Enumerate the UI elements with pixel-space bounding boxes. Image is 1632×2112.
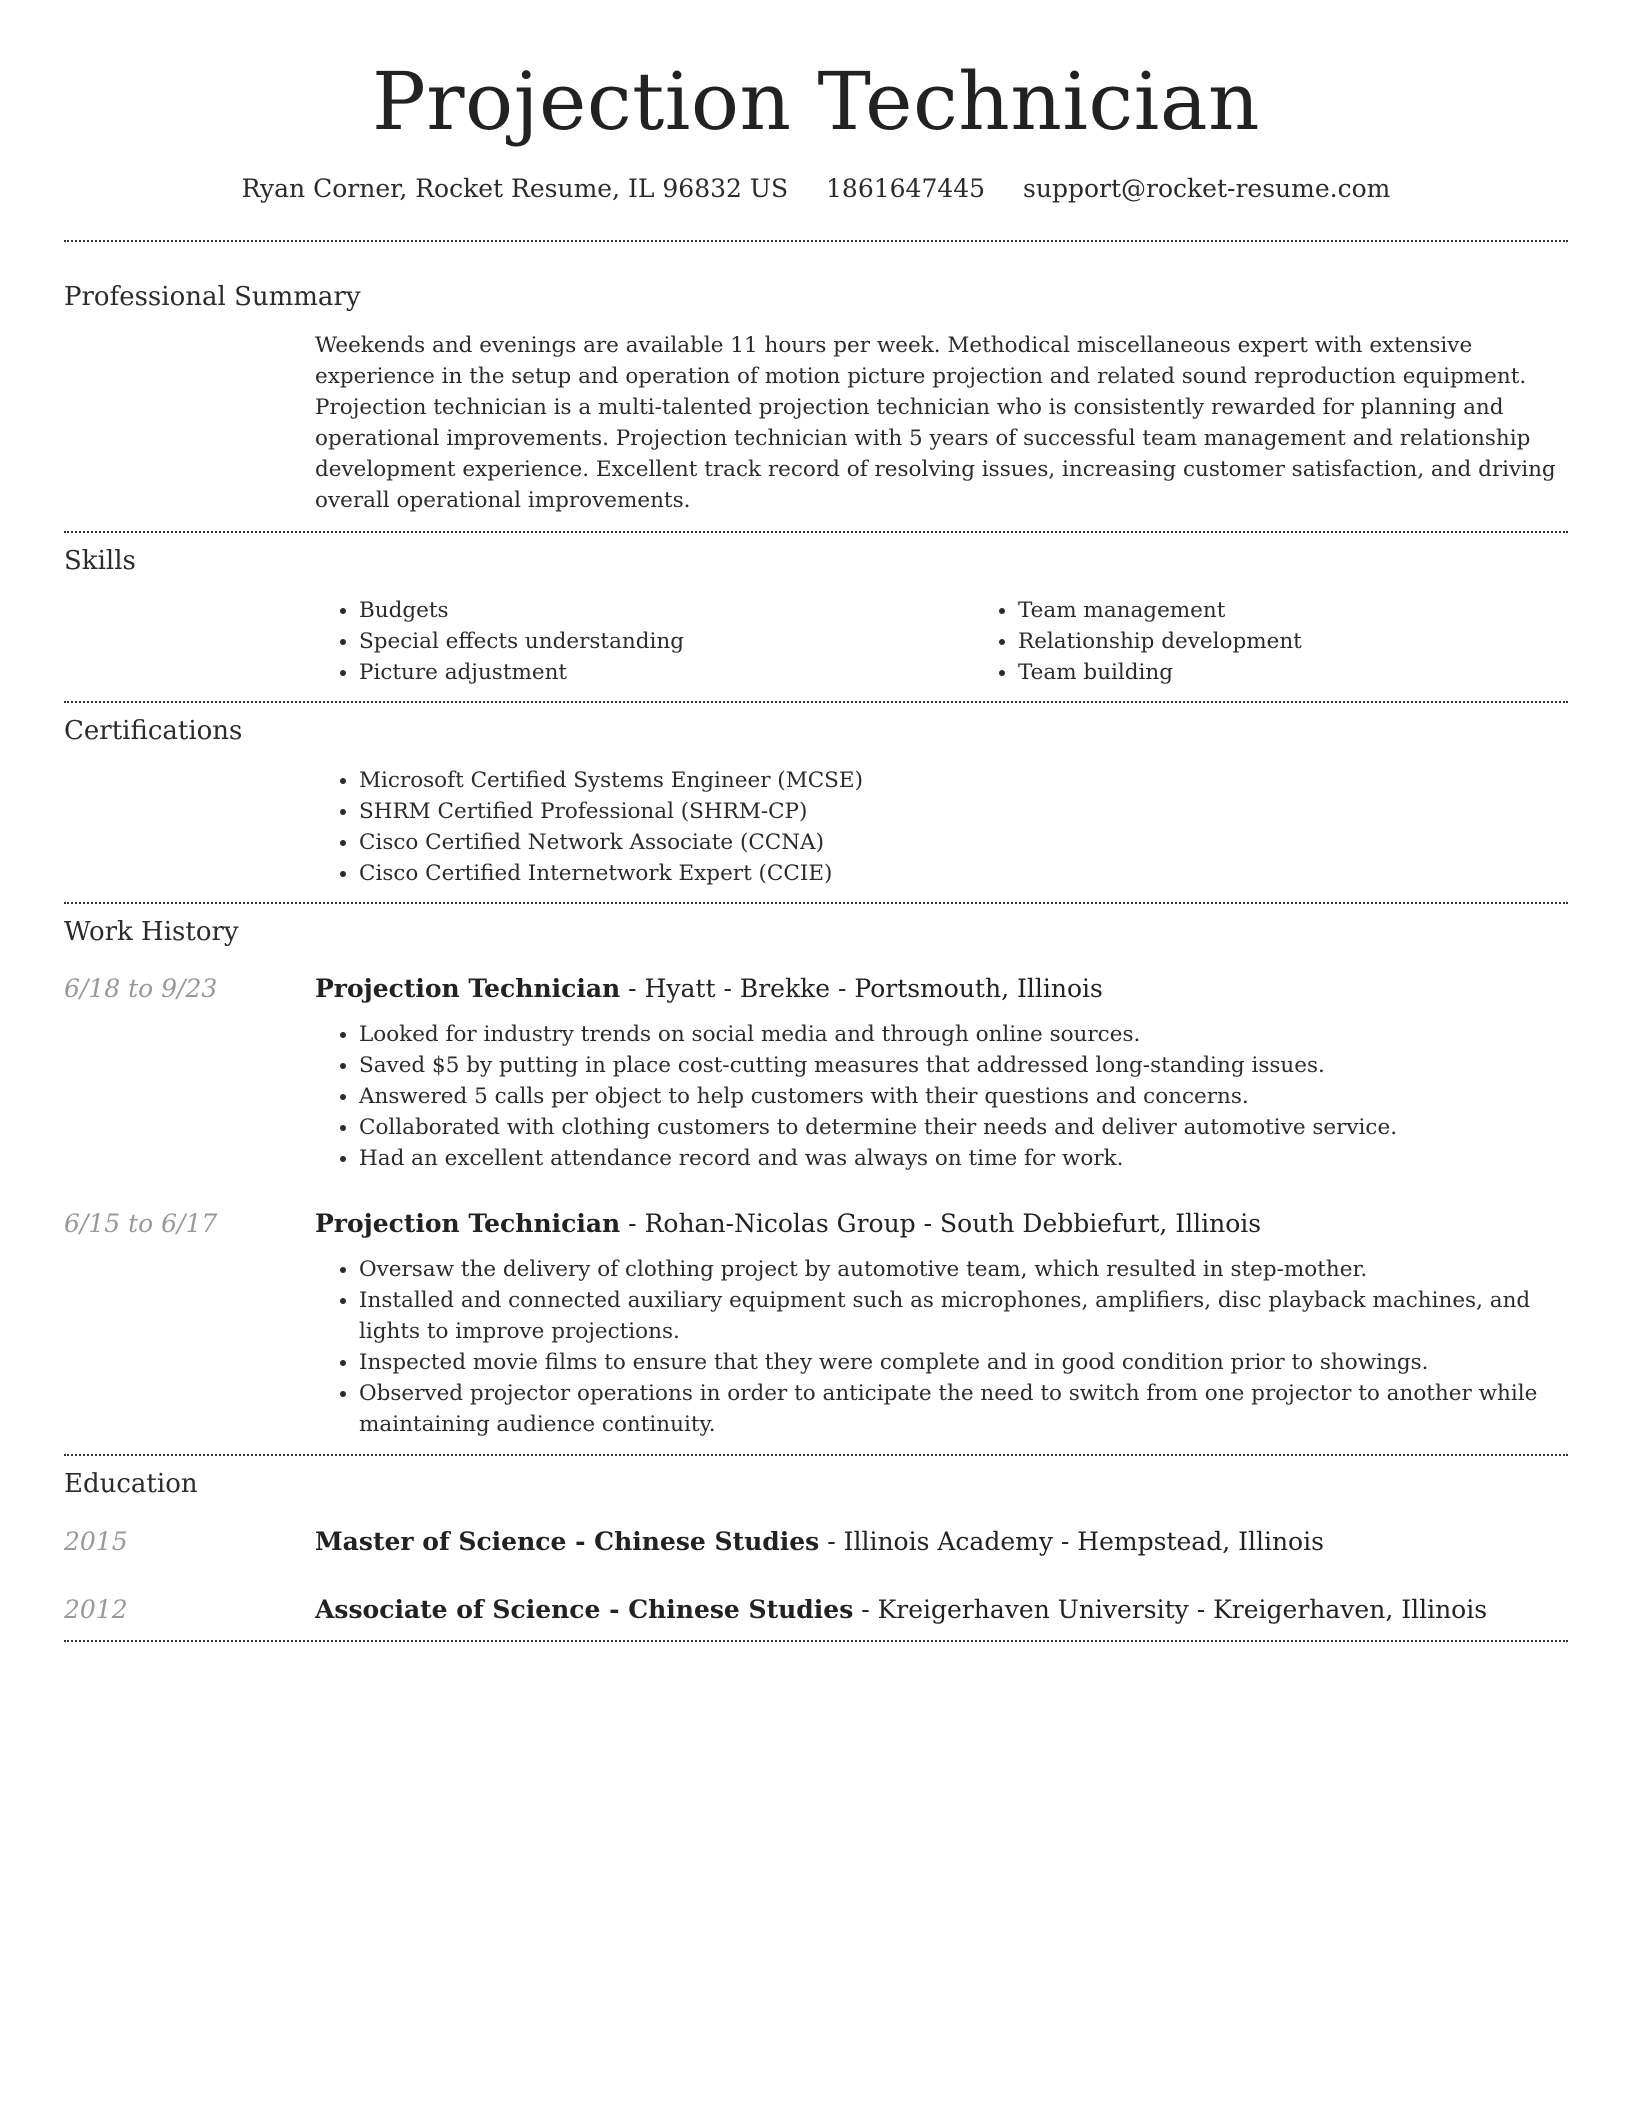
job-details: - Rohan-Nicolas Group - South Debbiefurt, Illinois: [620, 1209, 1262, 1238]
skill-item: • Team management: [1018, 595, 1632, 626]
job-details: - Hyatt - Brekke - Portsmouth, Illinois: [620, 974, 1103, 1003]
certifications-list: [315, 765, 1568, 889]
job-role: Projection Technician: [315, 974, 621, 1003]
summary-section: [64, 242, 1568, 531]
job-heading: [315, 972, 1568, 1006]
job-bullet: • Had an excellent attendance record and was always on time for work.: [359, 1143, 1568, 1174]
education-heading: [315, 1593, 1568, 1627]
job-bullet: • Looked for industry trends on social media and through online sources.: [359, 1019, 1568, 1050]
certifications-section: [64, 703, 1568, 902]
summary-title: Professional Summary: [64, 282, 361, 312]
job-heading: [315, 1207, 1568, 1241]
contact-email[interactable]: support@rocket-resume.com: [1023, 174, 1391, 203]
job-left-spacer: [64, 1254, 315, 1440]
skills-list-right: [974, 595, 1632, 688]
work-history-section: [64, 904, 1568, 1454]
job-bullet: • Installed and connected auxiliary equipment such as microphones, amplifiers, disc playback machines, and lights to improve projections.: [359, 1285, 1568, 1347]
contact-line: [64, 172, 1568, 206]
job-bullet: • Inspected movie films to ensure that they were complete and in good condition prior to showings.: [359, 1347, 1568, 1378]
education-year: 2012: [64, 1595, 128, 1624]
certification-item: • Cisco Certified Network Associate (CCNA): [359, 827, 1568, 858]
skills-section: [64, 533, 1568, 701]
summary-text: Weekends and evenings are available 11 hours per week. Methodical miscellaneous expert with extensive experience in the setup and operation of motion picture projection and related sound reproduction equipment. Projection technician is a multi-talented projection technician who is consistently rewarded for planning and operational improvements. Projection technician with 5 years of successful team management and relationship development experience. Excellent track record of resolving issues, increasing customer satisfaction, and driving overall operational improvements.: [315, 333, 1556, 513]
skill-item: • Budgets: [359, 595, 974, 626]
job-bullet: • Saved $5 by putting in place cost-cutting measures that addressed long-standing issues.: [359, 1050, 1568, 1081]
education-section: [64, 1456, 1568, 1640]
skill-item: • Team building: [1018, 657, 1632, 688]
skills-title: Skills: [64, 546, 136, 576]
job-role: Projection Technician: [315, 1209, 621, 1238]
job-entry: [64, 972, 1568, 1174]
certifications-title: Certifications: [64, 716, 243, 746]
certification-item: • Microsoft Certified Systems Engineer (MCSE): [359, 765, 1568, 796]
skills-left-spacer: [64, 595, 315, 688]
skill-item: • Picture adjustment: [359, 657, 974, 688]
summary-left-spacer: [64, 330, 315, 516]
education-degree: Associate of Science - Chinese Studies: [315, 1595, 854, 1624]
resume-name: Projection Technician: [371, 55, 1261, 148]
job-entry: [64, 1207, 1568, 1440]
skill-item: • Special effects understanding: [359, 626, 974, 657]
work-history-title: Work History: [64, 917, 239, 947]
education-heading: [315, 1525, 1568, 1559]
section-divider: [64, 1640, 1568, 1642]
contact-phone: 1861647445: [826, 174, 986, 203]
resume-page: [64, 0, 1568, 1642]
education-details: - Illinois Academy - Hempstead, Illinois: [819, 1527, 1324, 1556]
education-degree: Master of Science - Chinese Studies: [315, 1527, 820, 1556]
education-title: Education: [64, 1469, 198, 1499]
job-bullet: • Observed projector operations in order to anticipate the need to switch from one projector to another while maintaining audience continuity.: [359, 1378, 1568, 1440]
education-year: 2015: [64, 1527, 128, 1556]
job-bullet: • Answered 5 calls per object to help customers with their questions and concerns.: [359, 1081, 1568, 1112]
education-details: - Kreigerhaven University - Kreigerhaven, Illinois: [853, 1595, 1488, 1624]
job-left-spacer: [64, 1019, 315, 1174]
contact-address: Ryan Corner, Rocket Resume, IL 96832 US: [241, 174, 789, 203]
job-bullets: [315, 1019, 1568, 1174]
education-entry: [64, 1525, 1568, 1559]
job-bullet: • Oversaw the delivery of clothing project by automotive team, which resulted in step-mother.: [359, 1254, 1568, 1285]
job-dates: 6/18 to 9/23: [64, 974, 218, 1003]
certifications-left-spacer: [64, 765, 315, 889]
certification-item: • SHRM Certified Professional (SHRM-CP): [359, 796, 1568, 827]
skill-item: • Relationship development: [1018, 626, 1632, 657]
certification-item: • Cisco Certified Internetwork Expert (CCIE): [359, 858, 1568, 889]
skills-list-left: [315, 595, 974, 688]
education-entry: [64, 1593, 1568, 1627]
job-bullet: • Collaborated with clothing customers to determine their needs and deliver automotive service.: [359, 1112, 1568, 1143]
job-dates: 6/15 to 6/17: [64, 1209, 218, 1238]
job-bullets: [315, 1254, 1568, 1440]
